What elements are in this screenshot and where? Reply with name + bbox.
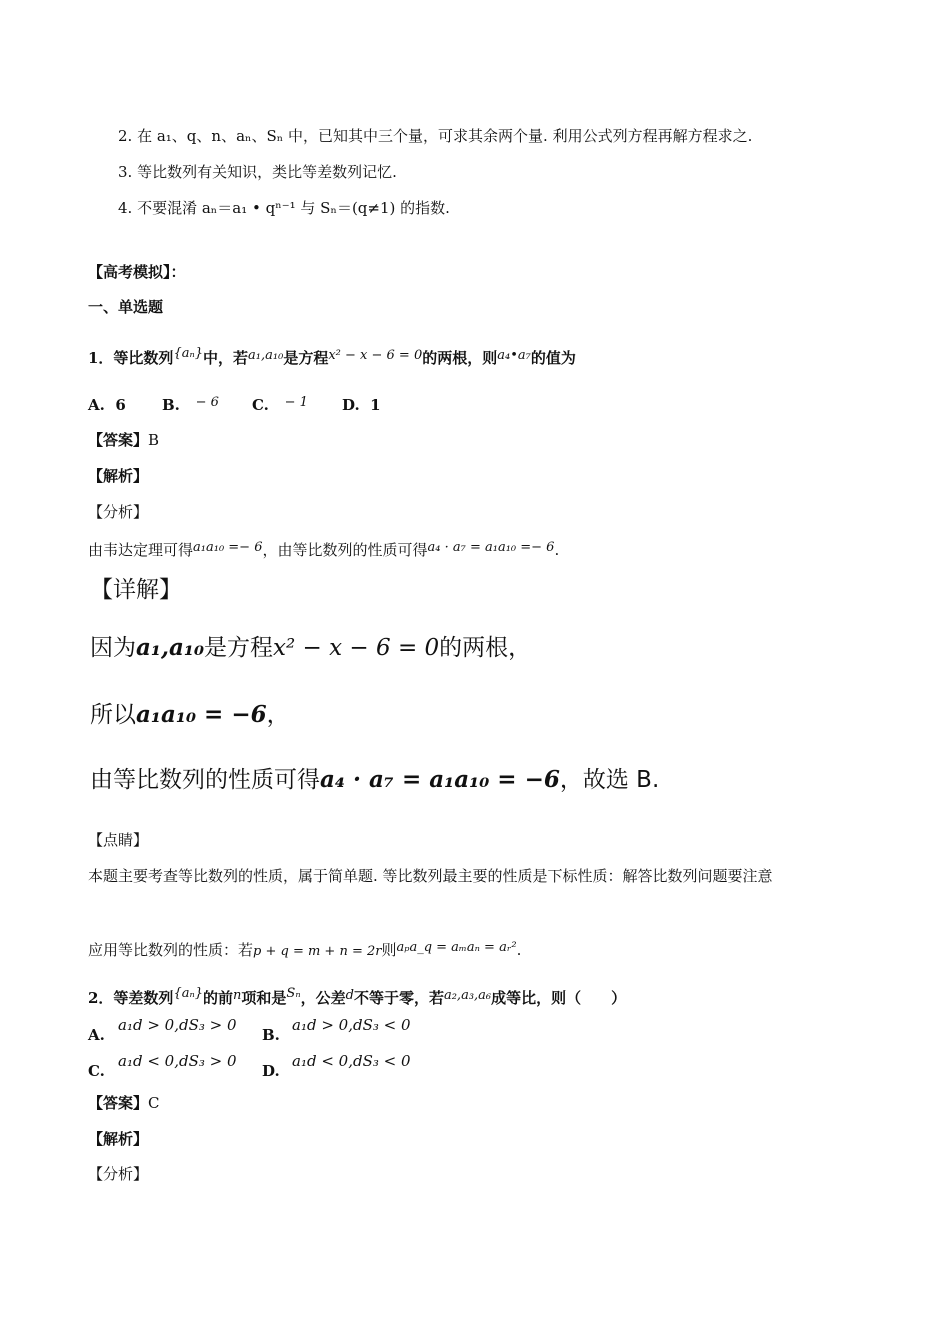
q1-option-c: C. − 1 (252, 395, 308, 414)
q1-fenxi-text: 由韦达定理可得a₁a₁₀ =− 6，由等比数列的性质可得a₄ · a₇ = a₁a₁₀ =− 6. (88, 540, 560, 559)
q1-option-d: D. 1 (342, 396, 381, 414)
q2-option-b-value: a₁d > 0,dS₃ < 0 (292, 1016, 411, 1034)
q1-product: a₄•a₇ (497, 348, 531, 363)
section-gaokao: 【高考模拟】： (88, 263, 186, 281)
q1-detail-2: 所以a₁a₁₀ = −6， (90, 701, 290, 728)
q1-stem-b: 中，若 (203, 349, 249, 367)
q1-dianjing-text-2: 应用等比数列的性质：若p + q = m + n = 2r则aₚa_q = aₘaₙ = aᵣ². (88, 940, 522, 959)
q2-analysis-label: 【解析】 (88, 1130, 149, 1148)
q2-seq: {aₙ} (173, 986, 204, 1001)
q1-option-b: B. − 6 (162, 395, 219, 414)
q2-fenxi-label: 【分析】 (88, 1165, 149, 1183)
q2-stem: 2．等差数列{aₙ}的前n项和是Sₙ，公差d不等于零，若a₂,a₃,a₆成等比，则（ ） (88, 986, 627, 1007)
note-3: 3. 等比数列有关知识，类比等差数列记忆. (118, 163, 397, 181)
q1-equation: x² − x − 6 = 0 (328, 348, 423, 363)
q2-option-d-value: a₁d < 0,dS₃ < 0 (292, 1052, 411, 1070)
q2-option-b: B. (262, 1026, 280, 1044)
q1-stem (88, 348, 576, 370)
q1-answer: 【答案】B (88, 431, 160, 449)
q1-stem-c: 是方程 (283, 349, 329, 367)
q1-seq: {aₙ} (173, 346, 204, 361)
q1-stem-d: 的两根，则 (422, 349, 498, 367)
q1-detail-1: 因为a₁,a₁₀是方程x² − x − 6 = 0的两根， (90, 634, 532, 661)
q2-option-c: C. (88, 1062, 105, 1080)
q1-dianjing-text-1: 本题主要考查等比数列的性质，属于简单题. 等比数列最主要的性质是下标性质：解答比数列问题要注意 (88, 867, 773, 885)
section-part1: 一、单选题 (88, 298, 164, 316)
note-4: 4. 不要混淆 aₙ＝a₁ • qⁿ⁻¹ 与 Sₙ＝(q≠1) 的指数. (118, 199, 450, 217)
q1-roots: a₁,a₁₀ (248, 348, 284, 363)
q2-option-d: D. (262, 1062, 280, 1080)
note-2: 2. 在 a₁、q、n、aₙ、Sₙ 中，已知其中三个量，可求其余两个量. 利用公式列方程再解方程求之. (118, 127, 753, 145)
q1-fenxi-label: 【分析】 (88, 503, 149, 521)
q2-answer: 【答案】C (88, 1094, 160, 1112)
q1-option-a: A. 6 (88, 396, 126, 414)
q1-stem-a: 1．等比数列 (88, 349, 174, 367)
q2-option-a: A. (88, 1026, 105, 1044)
q2-option-a-value: a₁d > 0,dS₃ > 0 (118, 1016, 237, 1034)
q1-xiangjie-label: 【详解】 (90, 577, 182, 603)
q1-detail-3: 由等比数列的性质可得a₄ · a₇ = a₁a₁₀ = −6，故选 B. (90, 766, 660, 793)
q2-option-c-value: a₁d < 0,dS₃ > 0 (118, 1052, 237, 1070)
q1-analysis-label: 【解析】 (88, 467, 149, 485)
q1-stem-e: 的值为 (530, 349, 576, 367)
q1-dianjing-label: 【点睛】 (88, 831, 149, 849)
